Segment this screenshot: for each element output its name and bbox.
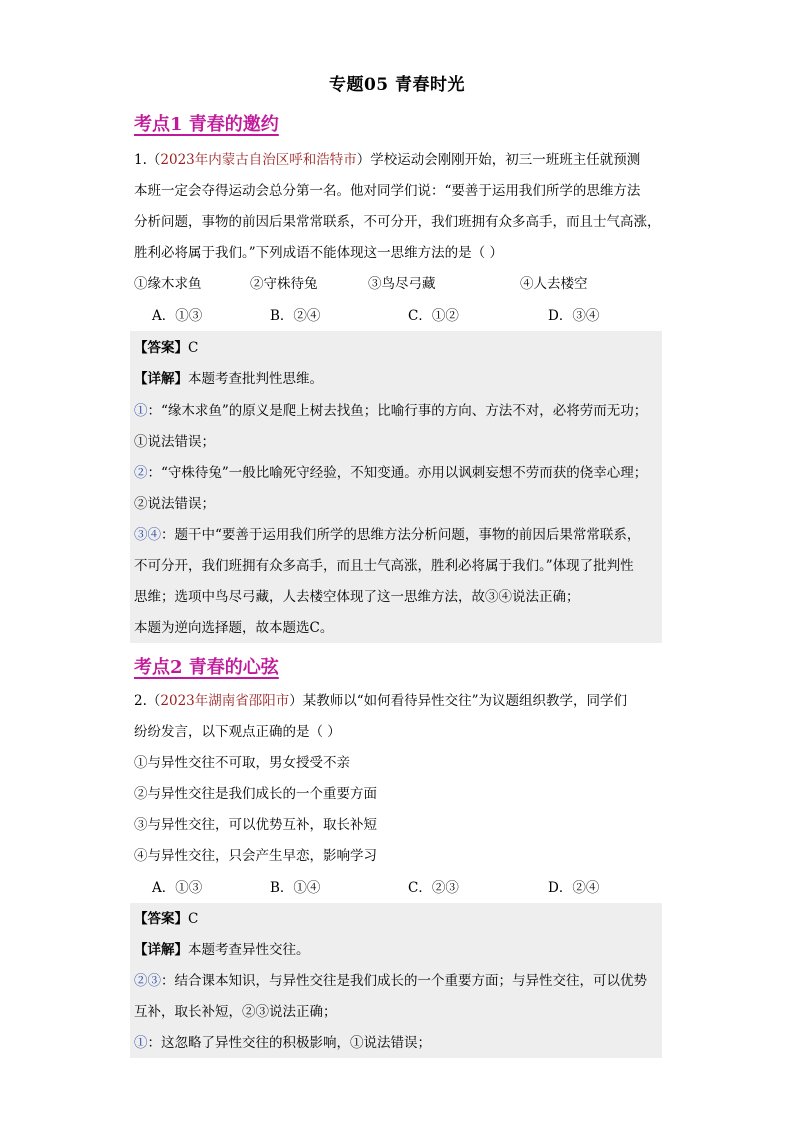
question-2-item-1: ①与异性交往不可取，男女授受不亲 xyxy=(134,755,350,771)
question-1-line-3: 分析问题，事物的前因后果常常联系，不可分开，我们班拥有众多高手，而且士气高涨， xyxy=(134,214,661,230)
question-1-item-1: ①缘木求鱼 xyxy=(134,276,202,292)
question-1-option-c: C．①② xyxy=(408,308,459,324)
question-1-exp-8: 本题为逆向选择题，故本题选C。 xyxy=(134,620,334,636)
question-2-item-2: ②与异性交往是我们成长的一个重要方面 xyxy=(134,786,377,802)
question-1-exp-6: 不可分开，我们班拥有众多高手，而且士气高涨，胜利必将属于我们。”体现了批判性 xyxy=(134,558,634,574)
question-1-item-3: ③鸟尽弓藏 xyxy=(368,276,436,292)
question-1-item-2: ②守株待兔 xyxy=(250,276,318,292)
question-1-line-1: 1.（2023年内蒙古自治区呼和浩特市）学校运动会刚刚开始，初三一班班主任就预测 xyxy=(134,152,641,168)
question-1-exp-2: ①说法错误； xyxy=(134,434,215,450)
question-1-exp-3: ②：“守株待兔”一般比喻死守经验，不知变通。亦用以讽刺妄想不劳而获的侥幸心理； xyxy=(134,465,648,481)
question-2-item-4: ④与异性交往，只会产生早恋，影响学习 xyxy=(134,848,377,864)
question-1-source: 2023年内蒙古自治区呼和浩特市 xyxy=(160,152,357,168)
question-2-answer: 【答案】C xyxy=(134,911,199,927)
question-2-detail: 【详解】本题考查异性交往。 xyxy=(134,942,310,958)
question-1-exp-5: ③④：题干中“要善于运用我们所学的思维方法分析问题，事物的前因后果常常联系， xyxy=(134,527,641,543)
page-title: 专题05 青春时光 xyxy=(328,75,466,95)
question-1-line-4: 胜利必将属于我们。”下列成语不能体现这一思维方法的是（ ） xyxy=(134,245,503,261)
question-1-answer: 【答案】C xyxy=(134,340,199,356)
question-1-option-d: D．③④ xyxy=(548,308,600,324)
question-2-item-3: ③与异性交往，可以优势互补，取长补短 xyxy=(134,817,377,833)
section-heading-1: 考点1 青春的邀约 xyxy=(134,114,279,135)
question-2-option-b: B．①④ xyxy=(270,880,321,896)
question-2-exp-2: 互补，取长补短，②③说法正确； xyxy=(134,1004,337,1020)
question-1-exp-1: ①：“缘木求鱼”的原义是爬上树去找鱼；比喻行事的方向、方法不对，必将劳而无功； xyxy=(134,403,648,419)
question-1-exp-4: ②说法错误； xyxy=(134,496,215,512)
question-1-line-2: 本班一定会夺得运动会总分第一名。他对同学们说：“要善于运用我们所学的思维方法 xyxy=(134,183,641,199)
question-1-exp-7: 思维；选项中鸟尽弓藏，人去楼空体现了这一思维方法，故③④说法正确； xyxy=(134,589,580,605)
question-1-option-b: B．②④ xyxy=(270,308,321,324)
question-1-number: 1. xyxy=(134,152,147,168)
question-1-option-a: A．①③ xyxy=(152,308,203,324)
question-2-exp-1: ②③：结合课本知识，与异性交往是我们成长的一个重要方面；与异性交往，可以优势 xyxy=(134,973,647,989)
question-2-option-a: A．①③ xyxy=(152,880,203,896)
question-2-line-1: 2.（2023年湖南省邵阳市）某教师以“如何看待异性交往”为议题组织教学，同学们 xyxy=(134,693,628,709)
question-2-option-c: C．②③ xyxy=(408,880,459,896)
question-1-detail: 【详解】本题考查批判性思维。 xyxy=(134,371,323,387)
question-2-number: 2. xyxy=(134,693,147,709)
question-2-source: 2023年湖南省邵阳市 xyxy=(160,693,290,709)
question-2-exp-3: ①：这忽略了异性交往的积极影响，①说法错误； xyxy=(134,1035,431,1051)
question-2-line-2: 纷纷发言，以下观点正确的是（ ） xyxy=(134,724,341,740)
question-1-item-4: ④人去楼空 xyxy=(520,276,588,292)
section-heading-2: 考点2 青春的心弦 xyxy=(134,657,279,678)
question-2-option-d: D．②④ xyxy=(548,880,600,896)
